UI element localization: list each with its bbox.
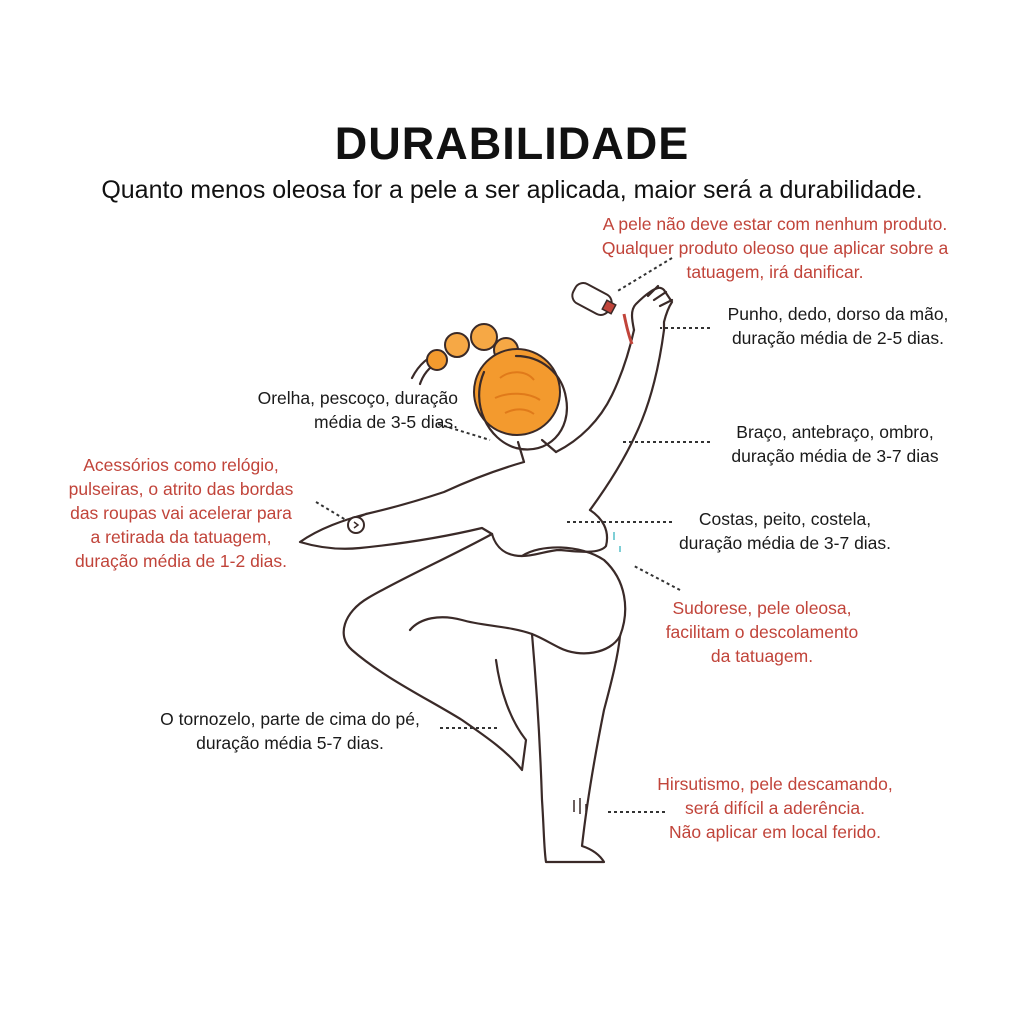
note-orelha: Orelha, pescoço, duração média de 3-5 dias. — [257, 388, 458, 432]
page-title: DURABILIDADE — [334, 118, 690, 169]
raised-arm — [556, 330, 664, 510]
note-costas: Costas, peito, costela, duração média de 3-7 dias. — [678, 509, 892, 553]
extended-arm — [300, 514, 492, 549]
watch-icon — [348, 517, 364, 533]
note-produto: A pele não deve estar com nenhum produto. Qualquer produto oleoso que aplicar sobre a tatuagem, irá danificar. — [601, 214, 949, 282]
standing-leg — [532, 634, 620, 862]
page-subtitle: Quanto menos oleosa for a pele a ser aplicada, maior será a durabilidade. — [101, 176, 923, 204]
raised-hand — [632, 286, 672, 330]
note-braco: Braço, antebraço, ombro, duração média de 3-7 dias — [731, 422, 939, 466]
note-punho: Punho, dedo, dorso da mão, duração média de 2-5 dias. — [727, 304, 949, 348]
leader-sudorese — [634, 566, 680, 590]
oil-bottle-icon — [569, 280, 616, 318]
note-hirsutismo: Hirsutismo, pele descamando, será difícil a aderência. Não aplicar em local ferido. — [657, 774, 893, 842]
note-acessorios: Acessórios como relógio, pulseiras, o atrito das bordas das roupas vai acelerar para a retirada da tatuagem, duração média de 1-2 dias. — [68, 455, 294, 571]
hips — [410, 547, 625, 653]
note-tornozelo: O tornozelo, parte de cima do pé, duração média 5-7 dias. — [160, 709, 420, 753]
note-sudorese: Sudorese, pele oleosa, facilitam o descolamento da tatuagem. — [665, 598, 859, 666]
